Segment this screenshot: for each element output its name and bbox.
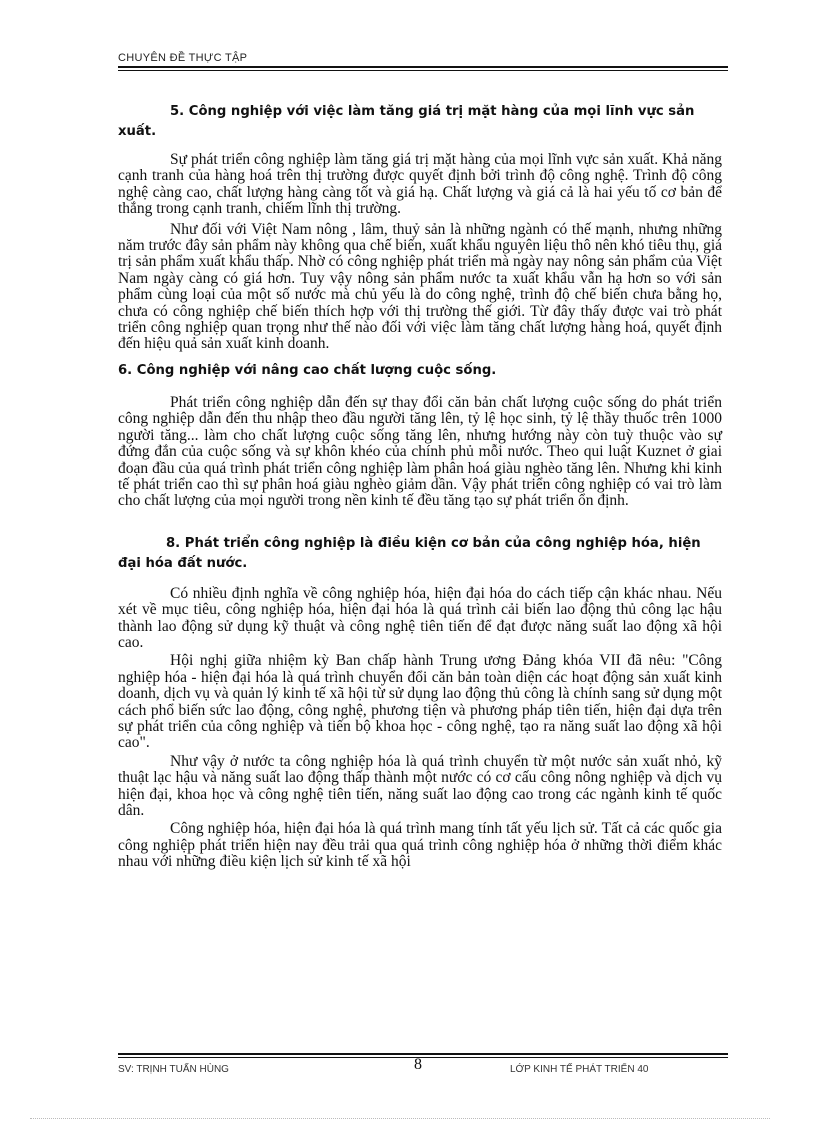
- footer-author: SV: TRỊNH TUẤN HÙNG: [118, 1064, 229, 1075]
- footer-rule-thin: [118, 1057, 728, 1058]
- paragraph: Có nhiều định nghĩa về công nghiệp hóa, hiện đại hóa do cách tiếp cận khác nhau. Nếu xét về mục tiêu, công nghiệp hóa, hiện đại hóa là quá trình cải biến lao động thủ công lạc hậu thành lao động sử dụng kỹ thuật và công nghệ tiên tiến để đạt được năng suất lao động xã hội cao.: [118, 584, 722, 651]
- body-content: [118, 96, 722, 873]
- section-heading-8: 8. Phát triển công nghiệp là điều kiện cơ bản của công nghiệp hóa, hiện đại hóa đất nước.: [118, 535, 701, 571]
- section-heading-6: 6. Công nghiệp với nâng cao chất lượng cuộc sống.: [118, 362, 497, 378]
- paragraph: Sự phát triển công nghiệp làm tăng giá trị mặt hàng của mọi lĩnh vực sản xuất. Khả năng cạnh tranh của hàng hoá trên thị trường được quyết định bởi trình độ công nghệ. Trình độ công nghệ càng cao, chất lượng hàng càng tốt và giá hạ. Chất lượng và giá cả là hai yếu tố cơ bản để thắng trong cạnh tranh, chiếm lĩnh thị trường.: [118, 151, 722, 218]
- section-heading-5: 5. Công nghiệp với việc làm tăng giá trị mặt hàng của mọi lĩnh vực sản xuất.: [118, 104, 695, 139]
- page-number: 8: [414, 1056, 422, 1073]
- paragraph: Phát triển công nghiệp dẫn đến sự thay đổi căn bản chất lượng cuộc sống do phát triển công nghiệp dẫn đến thu nhập theo đầu người tăng lên, tỷ lệ học sinh, tỷ lệ thầy thuốc trên 1000 người tăng... làm cho chất lượng cuộc sống tăng lên, nhưng hướng này còn tuỳ thuộc vào sự đứng đắn của cuộc sống và sự khôn khéo của chính phủ mỗi nước. Theo qui luật Kuznet ở giai đoạn đầu của quá trình phát triển công nghiệp làm phân hoá giàu nghèo tăng lên. Nhưng khi kinh tế phát triển cao thì sự phân hoá giàu nghèo giảm dần. Vậy phát triển công nghiệp có vai trò làm cho chất lượng của mọi người trong nền kinh tế đều tăng tạo sự phát triển ổn định.: [118, 393, 722, 510]
- paragraph: Công nghiệp hóa, hiện đại hóa là quá trình mang tính tất yếu lịch sử. Tất cả các quốc gia công nghiệp phát triển hiện nay đều trải qua quá trình công nghiệp hóa ở những thời điểm khác nhau với những điều kiện lịch sử kinh tế xã hội: [118, 820, 722, 871]
- footer-class: LỚP KINH TẾ PHÁT TRIỂN 40: [510, 1064, 649, 1075]
- page-edge-dotted-line: [30, 1118, 770, 1119]
- paragraph: Hội nghị giữa nhiệm kỳ Ban chấp hành Trung ương Đảng khóa VII đã nêu: "Công nghiệp hóa - hiện đại hóa là quá trình chuyển đổi căn bản toàn diện các hoạt động sản xuất kinh doanh, dịch vụ và quản lý kinh tế xã hội từ sử dụng lao động thủ công là chính sang sử dụng một cách phổ biến sức lao động, công nghệ, phương tiện và phương pháp tiên tiến, hiện đại dựa trên sự phát triển của công nghiệp và tiến bộ khoa học - công nghệ, tạo ra năng suất lao động xã hội cao".: [118, 652, 722, 752]
- header-rule-thin: [118, 70, 728, 71]
- footer-rule-thick: [118, 1053, 728, 1055]
- running-header: CHUYÊN ĐỀ THỰC TẬP: [118, 52, 248, 64]
- header-rule-thick: [118, 66, 728, 68]
- paragraph: Như vậy ở nước ta công nghiệp hóa là quá trình chuyển từ một nước sản xuất nhỏ, kỹ thuật lạc hậu và năng suất lao động thấp thành một nước có cơ cấu công nông nghiệp và dịch vụ hiện đại, khoa học và công nghệ tiên tiến, năng suất lao động cao trong các ngành kinh tế quốc dân.: [118, 752, 722, 819]
- paragraph: Như đối với Việt Nam nông , lâm, thuỷ sản là những ngành có thế mạnh, nhưng những năm trước đây sản phẩm này không qua chế biến, xuất khẩu nguyên liệu thô nên khó tiêu thụ, giá trị sản phẩm xuất khẩu thấp. Nhờ có công nghiệp phát triển mà ngày nay nông sản phẩm của Việt Nam ngày càng có giá hơn. Tuy vậy nông sản phẩm nước ta xuất khẩu vẫn hạ hơn so với sản phẩm cùng loại của một số nước mà chủ yếu là do công nghệ, trình độ chế biến chưa bằng họ, chưa có công nghiệp chế biến thích hợp với thị trường thế giới. Từ đây thấy được vai trò phát triển công nghiệp quan trọng như thế nào đối với việc làm tăng chất lượng hàng hoá, quyết định đến hiệu quả sản xuất kinh doanh.: [118, 220, 722, 353]
